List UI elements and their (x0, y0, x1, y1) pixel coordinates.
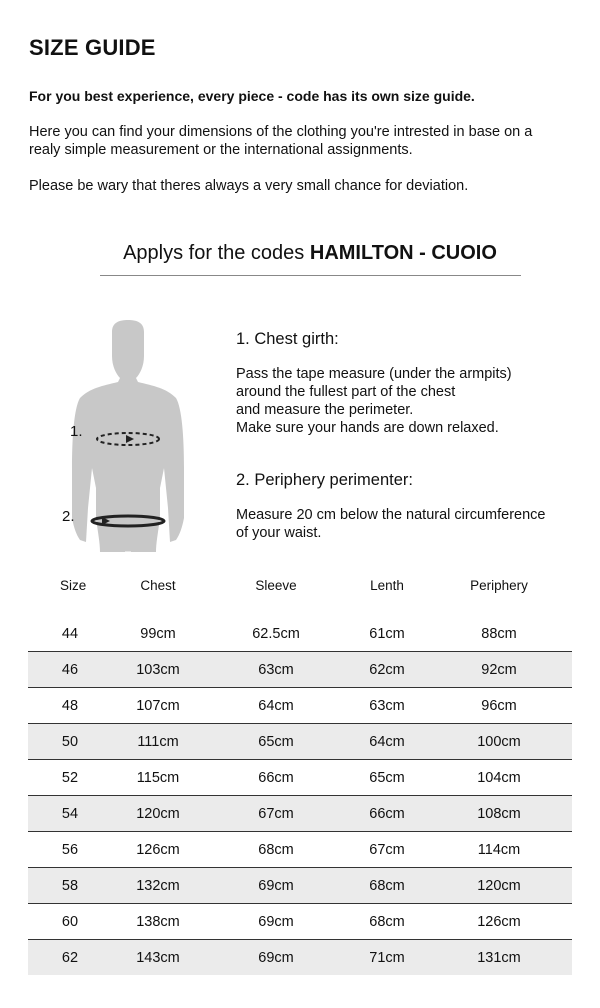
intro-bold-text: For you best experience, every piece - code has its own size guide. (29, 88, 475, 104)
sleeve-cell: 69cm (258, 913, 294, 930)
header-periphery: Periphery (470, 577, 528, 593)
table-row (28, 616, 572, 652)
lenth-cell: 66cm (348, 796, 426, 832)
step-periphery-heading: 2. Periphery perimenter: (236, 471, 413, 489)
sleeve-cell: 65cm (204, 724, 348, 760)
applies-codes: HAMILTON - CUOIO (309, 242, 497, 264)
table-row (28, 832, 572, 868)
table-row (28, 652, 572, 688)
periphery-cell: 96cm (481, 697, 517, 714)
chest-marker-label: 1. (70, 423, 83, 440)
header-lenth: Lenth (370, 577, 404, 593)
chest-cell: 126cm (136, 841, 180, 858)
periphery-cell: 126cm (477, 913, 521, 930)
periphery-cell: 108cm (426, 796, 572, 832)
deviation-note: Please be wary that theres always a very small chance for deviation. (29, 178, 469, 194)
table-header-row (28, 570, 572, 600)
table-row (28, 760, 572, 796)
periphery-cell: 131cm (426, 940, 572, 976)
size-table (28, 570, 572, 975)
step-chest-heading: 1. Chest girth: (236, 330, 339, 348)
periphery-cell: 104cm (477, 769, 521, 786)
size-cell: 58 (28, 868, 112, 904)
size-cell: 54 (28, 796, 112, 832)
applies-prefix: Applys for the codes (123, 242, 310, 264)
size-cell: 60 (61, 913, 79, 930)
table-row (28, 724, 572, 760)
step-periphery-line: Measure 20 cm below the natural circumference (236, 507, 546, 523)
step-chest-line: around the fullest part of the chest (236, 384, 456, 400)
chest-cell: 120cm (112, 796, 204, 832)
periphery-cell: 114cm (477, 841, 521, 858)
step-chest (236, 330, 512, 437)
applies-divider (100, 275, 521, 276)
sleeve-cell: 67cm (204, 796, 348, 832)
table-row (28, 868, 572, 904)
header-chest: Chest (140, 577, 176, 593)
chest-cell: 107cm (136, 697, 180, 714)
intro-paragraph (29, 123, 574, 159)
size-cell: 44 (61, 625, 79, 642)
periphery-cell: 120cm (426, 868, 572, 904)
sleeve-cell: 68cm (258, 841, 294, 858)
sleeve-cell: 64cm (258, 697, 294, 714)
sleeve-cell: 69cm (204, 940, 348, 976)
lenth-cell: 68cm (348, 868, 426, 904)
step-chest-line: Pass the tape measure (under the armpits) (236, 366, 512, 382)
intro-line-1: Here you can find your dimensions of the clothing you're intrested in base on a (29, 124, 533, 140)
chest-cell: 132cm (112, 868, 204, 904)
step-periphery (236, 471, 545, 542)
lenth-cell: 68cm (369, 913, 405, 930)
size-cell: 46 (28, 652, 112, 688)
applies-heading (0, 242, 600, 265)
lenth-cell: 62cm (348, 652, 426, 688)
size-cell: 52 (61, 769, 79, 786)
sleeve-cell: 66cm (258, 769, 294, 786)
lenth-cell: 64cm (348, 724, 426, 760)
chest-cell: 103cm (112, 652, 204, 688)
periphery-marker-label: 2. (62, 508, 75, 525)
sleeve-cell: 62.5cm (252, 625, 300, 642)
table-row (28, 940, 572, 976)
step-periphery-line: of your waist. (236, 525, 322, 541)
size-cell: 62 (28, 940, 112, 976)
size-cell: 56 (61, 841, 79, 858)
lenth-cell: 67cm (369, 841, 405, 858)
step-chest-line: Make sure your hands are down relaxed. (236, 420, 499, 436)
lenth-cell: 65cm (369, 769, 405, 786)
periphery-cell: 88cm (481, 625, 517, 642)
header-size: Size (60, 577, 87, 593)
header-sleeve: Sleeve (255, 577, 297, 593)
page-title: SIZE GUIDE (29, 35, 156, 60)
periphery-cell: 92cm (426, 652, 572, 688)
table-row (28, 688, 572, 724)
size-cell: 50 (28, 724, 112, 760)
intro-line-2: realy simple measurement or the international assignments. (29, 142, 413, 158)
table-row (28, 904, 572, 940)
chest-cell: 138cm (136, 913, 180, 930)
chest-cell: 111cm (112, 724, 204, 760)
sleeve-cell: 69cm (204, 868, 348, 904)
chest-cell: 143cm (112, 940, 204, 976)
size-cell: 48 (61, 697, 79, 714)
periphery-cell: 100cm (426, 724, 572, 760)
lenth-cell: 63cm (369, 697, 405, 714)
lenth-cell: 61cm (369, 625, 405, 642)
sleeve-cell: 63cm (204, 652, 348, 688)
step-chest-line: and measure the perimeter. (236, 402, 414, 418)
table-row (28, 796, 572, 832)
chest-cell: 115cm (136, 769, 180, 786)
chest-cell: 99cm (140, 625, 176, 642)
lenth-cell: 71cm (348, 940, 426, 976)
